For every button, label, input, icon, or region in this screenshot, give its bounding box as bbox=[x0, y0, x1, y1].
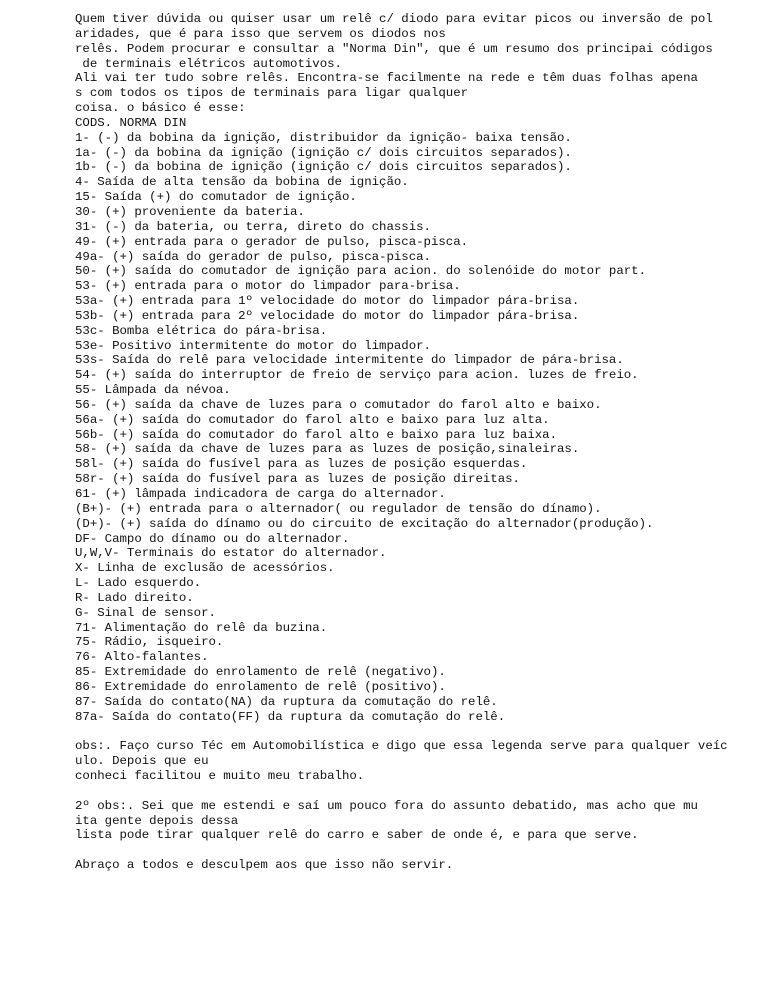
text-line: obs:. Faço curso Téc em Automobilística e digo que essa legenda serve para qualquer veíc bbox=[75, 739, 728, 754]
code-item: 58r- (+) saída do fusível para as luzes de posição direitas. bbox=[75, 472, 520, 487]
code-item: (D+)- (+) saída do dínamo ou do circuito de excitação do alternador(produção). bbox=[75, 516, 654, 531]
paragraph-gap bbox=[75, 725, 755, 740]
text-line: lista pode tirar qualquer relê do carro e saber de onde é, e para que serve. bbox=[75, 828, 639, 843]
text-line: conheci facilitou e muito meu trabalho. bbox=[75, 769, 365, 784]
code-item: 49- (+) entrada para o gerador de pulso, pisca-pisca. bbox=[75, 234, 469, 249]
code-item: 53a- (+) entrada para 1º velocidade do motor do limpador pára-brisa. bbox=[75, 294, 580, 309]
code-item: 53b- (+) entrada para 2º velocidade do motor do limpador pára-brisa. bbox=[75, 308, 580, 323]
code-item: 1a- (-) da bobina da ignição (ignição c/ dois circuitos separados). bbox=[75, 145, 572, 160]
second-obs-paragraph bbox=[75, 799, 755, 844]
code-item: 53- (+) entrada para o motor do limpador para-brisa. bbox=[75, 279, 461, 294]
code-item: 53e- Positivo intermitente do motor do limpador. bbox=[75, 338, 431, 353]
code-item: 30- (+) proveniente da bateria. bbox=[75, 204, 305, 219]
code-item: G- Sinal de sensor. bbox=[75, 605, 216, 620]
code-item: 50- (+) saída do comutador de ignição para acion. do solenóide do motor part. bbox=[75, 264, 647, 279]
code-item: 1- (-) da bobina da ignição, distribuidor da ignição- baixa tensão. bbox=[75, 130, 572, 145]
code-item: 4- Saída de alta tensão da bobina de ignição. bbox=[75, 175, 409, 190]
document-body bbox=[75, 12, 755, 873]
code-item: 56a- (+) saída do comutador do farol alto e baixo para luz alta. bbox=[75, 412, 550, 427]
closing-line: Abraço a todos e desculpem aos que isso não servir. bbox=[75, 858, 454, 873]
text-line: ulo. Depois que eu bbox=[75, 754, 209, 769]
intro-paragraph bbox=[75, 12, 755, 131]
code-item: 54- (+) saída do interruptor de freio de serviço para acion. luzes de freio. bbox=[75, 368, 639, 383]
obs-paragraph bbox=[75, 739, 755, 784]
code-item: 61- (+) lâmpada indicadora de carga do alternador. bbox=[75, 487, 446, 501]
code-item: 85- Extremidade do enrolamento de relê (negativo). bbox=[75, 665, 446, 680]
paragraph-gap bbox=[75, 843, 755, 858]
text-line: Quem tiver dúvida ou quiser usar um relê c/ diodo para evitar picos ou inversão de pol bbox=[75, 12, 713, 26]
text-line: ita gente depois dessa bbox=[75, 813, 239, 828]
code-item: R- Lado direito. bbox=[75, 590, 194, 605]
code-item: 1b- (-) da bobina de ignição (ignição c/ dois circuitos separados). bbox=[75, 160, 572, 175]
text-line: s com todos os tipos de terminais para ligar qualquer bbox=[75, 86, 469, 101]
terminal-codes-list bbox=[75, 131, 755, 725]
code-item: 87- Saída do contato(NA) da ruptura da comutação do relê. bbox=[75, 694, 498, 709]
code-item: 15- Saída (+) do comutador de ignição. bbox=[75, 190, 357, 205]
code-item: 55- Lâmpada da névoa. bbox=[75, 383, 231, 398]
code-item: X- Linha de exclusão de acessórios. bbox=[75, 561, 335, 576]
code-item: 56b- (+) saída do comutador do farol alto e baixo para luz baixa. bbox=[75, 427, 558, 442]
paragraph-gap bbox=[75, 784, 755, 799]
code-item: L- Lado esquerdo. bbox=[75, 576, 202, 591]
text-line: relês. Podem procurar e consultar a "Norma Din", que é um resumo dos principai códigos bbox=[75, 41, 713, 56]
code-item: 87a- Saída do contato(FF) da ruptura da comutação do relê. bbox=[75, 709, 506, 724]
code-item: 58- (+) saída da chave de luzes para as luzes de posição,sinaleiras. bbox=[75, 442, 580, 457]
code-item: U,W,V- Terminais do estator do alternador. bbox=[75, 546, 387, 561]
code-item: 31- (-) da bateria, ou terra, direto do chassis. bbox=[75, 219, 431, 234]
text-line: Ali vai ter tudo sobre relês. Encontra-se facilmente na rede e têm duas folhas apena bbox=[75, 71, 698, 86]
code-item: 53c- Bomba elétrica do pára-brisa. bbox=[75, 323, 328, 338]
code-item: 76- Alto-falantes. bbox=[75, 650, 209, 665]
code-item: DF- Campo do dínamo ou do alternador. bbox=[75, 531, 350, 546]
code-item: 53s- Saída do relê para velocidade intermitente do limpador de pára-brisa. bbox=[75, 353, 624, 368]
code-item: 56- (+) saída da chave de luzes para o comutador do farol alto e baixo. bbox=[75, 397, 602, 412]
section-heading: CODS. NORMA DIN bbox=[75, 115, 187, 130]
code-item: (B+)- (+) entrada para o alternador( ou regulador de tensão do dínamo). bbox=[75, 501, 602, 516]
text-line: de terminais elétricos automotivos. bbox=[75, 56, 342, 71]
text-line: 2º obs:. Sei que me estendi e saí um pouco fora do assunto debatido, mas acho que mu bbox=[75, 798, 698, 813]
code-item: 86- Extremidade do enrolamento de relê (positivo). bbox=[75, 679, 446, 694]
code-item: 75- Rádio, isqueiro. bbox=[75, 635, 224, 650]
code-item: 49a- (+) saída do gerador de pulso, pisca-pisca. bbox=[75, 249, 431, 264]
code-item: 58l- (+) saída do fusível para as luzes de posição esquerdas. bbox=[75, 457, 528, 472]
text-line: coisa. o básico é esse: bbox=[75, 101, 246, 116]
code-item: 71- Alimentação do relê da buzina. bbox=[75, 620, 328, 635]
text-line: aridades, que é para isso que servem os diodos nos bbox=[75, 26, 446, 41]
